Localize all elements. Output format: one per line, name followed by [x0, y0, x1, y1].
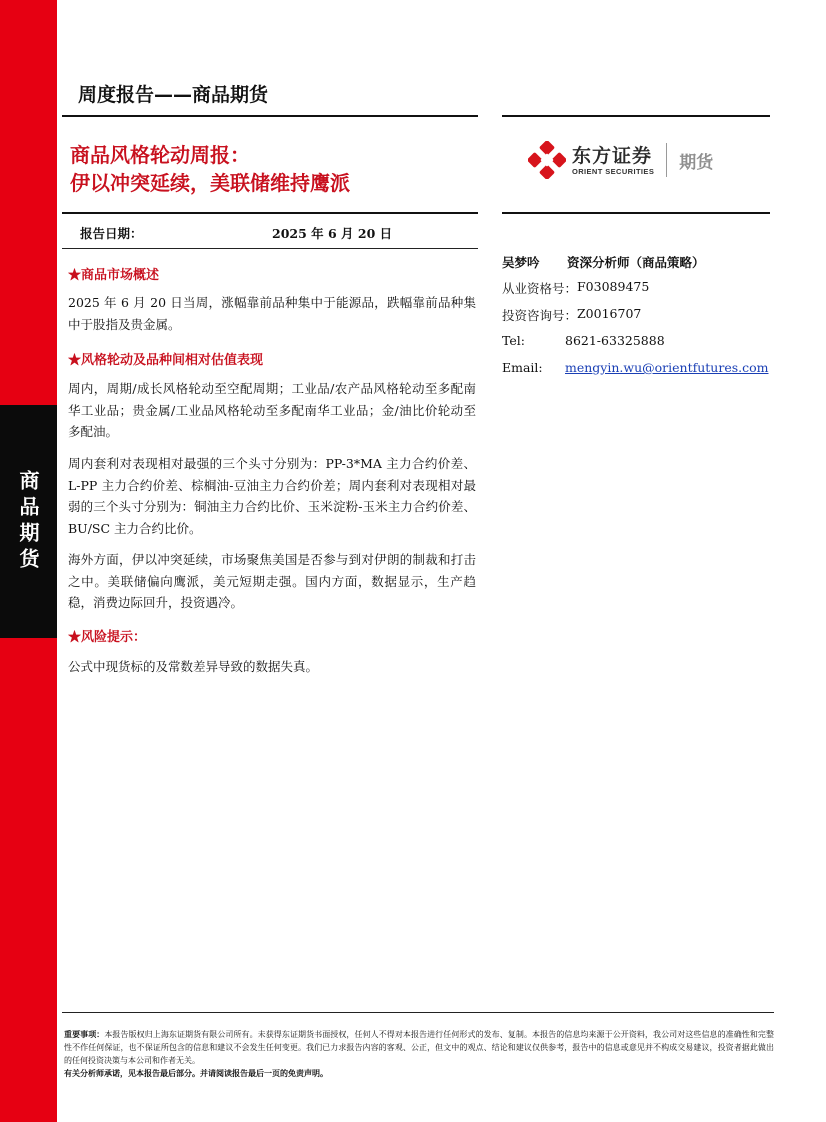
side-category-tab [0, 405, 57, 638]
report-title [70, 141, 350, 197]
report-title-line2: 伊以冲突延续，美联储维持鹰派 [70, 171, 350, 195]
report-title-line1: 商品风格轮动周报： [70, 143, 250, 167]
invest-number-value: Z0016707 [577, 306, 642, 321]
rotation-paragraph-1: 周内，周期/成长风格轮动至空配周期；工业品/农产品风格轮动至多配南华工业品；贵金属/工业品风格轮动至多配南华工业品；金/油比价轮动至多配油。 [68, 381, 476, 439]
report-date-value: 2025 年 6 月 20 日 [272, 226, 393, 241]
side-category-label: 商品期货 [16, 469, 40, 574]
logo-divider [666, 143, 667, 177]
section-heading-risk: ★风险提示： [68, 630, 147, 645]
logo-futures-suffix: 期货 [679, 152, 714, 173]
disclaimer-text [64, 1028, 774, 1067]
logo-chinese-name: 东方证券 [572, 144, 653, 167]
company-logo [528, 140, 738, 180]
email-label: Email: [502, 360, 543, 375]
tel-value: 8621-63325888 [565, 333, 665, 348]
footer-rule [62, 1012, 774, 1013]
rotation-paragraph-2: 周内套利对表现相对最强的三个头寸分别为：PP-3*MA 主力合约价差、L-PP 主力合约价差、棕榈油-豆油主力合约价差；周内套利对表现相对最弱的三个头寸分别为：铜油主力合约比价、玉米淀粉-玉米主力合约价差、BU/SC 主力合约比价。 [68, 456, 476, 536]
analyst-title: 资深分析师（商品策略） [567, 255, 705, 270]
logo-english-name: ORIENT SECURITIES [572, 166, 655, 176]
invest-number-label: 投资咨询号： [502, 308, 578, 323]
analyst-commitment-note: 有关分析师承诺，见本报告最后部分。并请阅读报告最后一页的免责声明。 [64, 1068, 328, 1078]
date-bottom-rule [62, 248, 478, 249]
analyst-name: 吴梦吟 [502, 255, 540, 270]
title-top-rule [62, 115, 478, 117]
disclaimer-heading: 重要事项： [64, 1029, 105, 1039]
cert-number-label: 从业资格号： [502, 281, 578, 296]
risk-paragraph: 公式中现货标的及常数差异导致的数据失真。 [68, 659, 319, 674]
report-date-label: 报告日期： [80, 226, 143, 241]
tel-label: Tel: [502, 333, 525, 348]
section-heading-overview: ★商品市场概述 [68, 268, 160, 283]
overview-paragraph: 2025 年 6 月 20 日当周，涨幅靠前品种集中于能源品，跌幅靠前品种集中于股指及贵金属。 [68, 295, 476, 332]
disclaimer-body: 本报告版权归上海东证期货有限公司所有。未获得东证期货书面授权，任何人不得对本报告进行任何形式的发布、复制。本报告的信息均来源于公开资料，我公司对这些信息的准确性和完整性不作任何保证，也不保证所包含的信息和建议不会发生任何变更。我们已力求报告内容的客观、公正，但文中的观点、结论和建议仅供参考，报告中的信息或意见并不构成交易建议，投资者据此做出的任何投资决策与本公司和作者无关。 [64, 1030, 775, 1065]
cert-number-value: F03089475 [577, 279, 650, 294]
section-heading-rotation: ★风格轮动及品种间相对估值表现 [68, 353, 264, 368]
rotation-paragraph-3: 海外方面，伊以冲突延续，市场聚焦美国是否参与到对伊朗的制裁和打击之中。美联储偏向鹰派，美元短期走强。国内方面，数据显示，生产趋稳，消费边际回升，投资遇冷。 [68, 552, 476, 610]
date-top-rule [62, 212, 478, 214]
orient-logo-icon [528, 141, 566, 179]
email-link[interactable]: mengyin.wu@orientfutures.com [565, 360, 769, 375]
analyst-top-rule [502, 212, 770, 214]
report-type-heading: 周度报告——商品期货 [78, 84, 269, 106]
logo-top-rule [502, 115, 770, 117]
